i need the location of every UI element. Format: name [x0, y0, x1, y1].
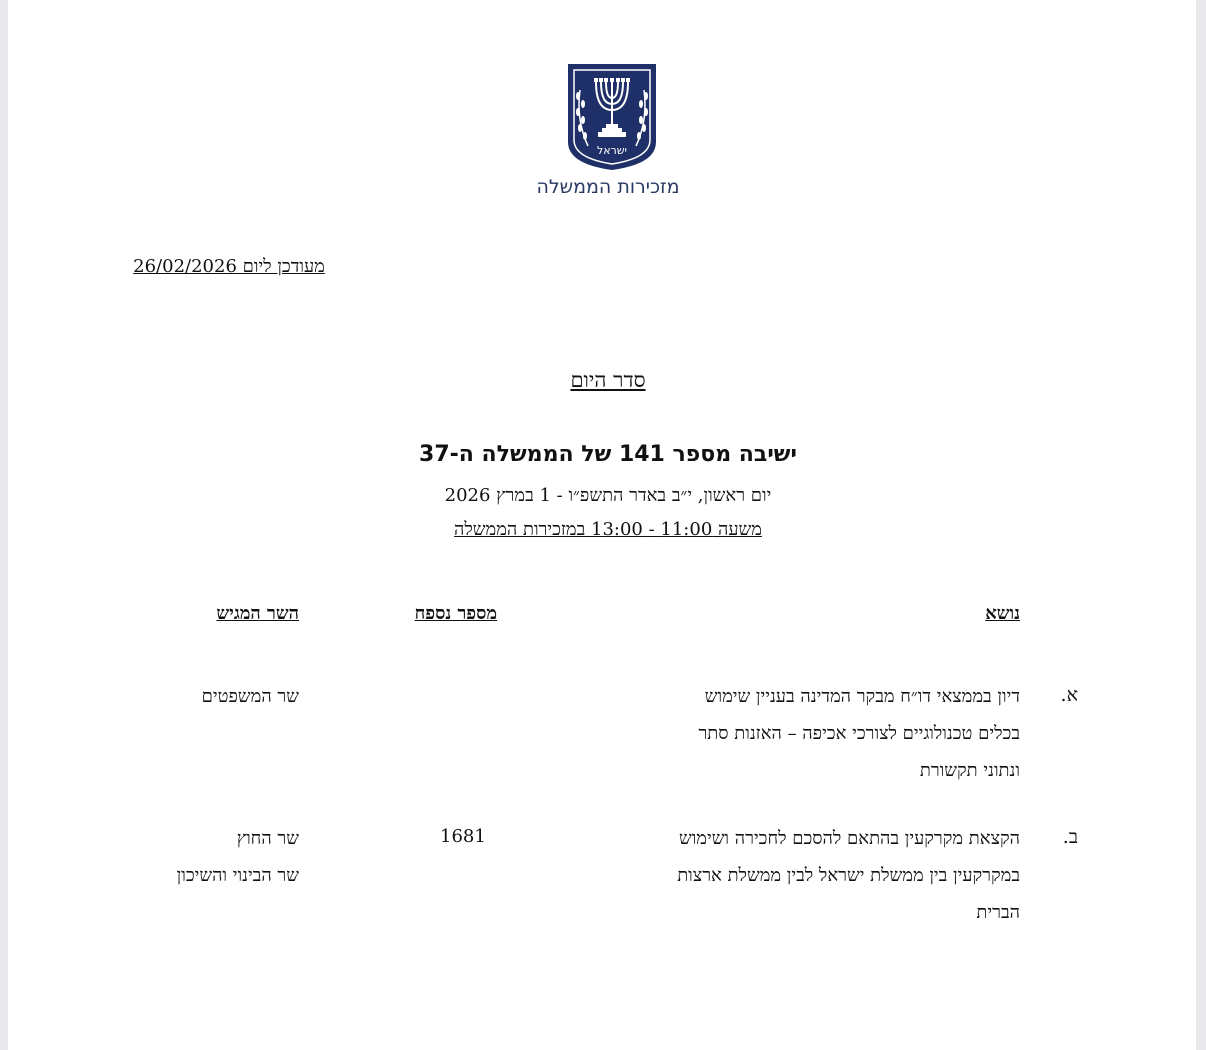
- subject-line: הברית: [976, 902, 1020, 923]
- subject-line: במקרקעין בין ממשלת ישראל לבין ממשלת ארצות: [677, 865, 1020, 886]
- item-subject: [580, 678, 1020, 789]
- document-page: [8, 0, 1196, 1050]
- column-header-appendix: מספר נספח: [414, 603, 497, 624]
- item-letter: א.: [1060, 684, 1078, 706]
- item-letter: ב.: [1062, 826, 1078, 848]
- column-header-minister: השר המגיש: [216, 603, 299, 624]
- minister-name: שר המשפטים: [201, 686, 299, 707]
- agenda-title: סדר היום: [570, 368, 646, 392]
- item-subject: [580, 820, 1020, 931]
- meeting-time: משעה 11:00 - 13:00 במזכירות הממשלה: [454, 519, 762, 540]
- updated-date: מעודכן ליום 26/02/2026: [133, 256, 325, 277]
- minister-name: שר הבינוי והשיכון: [176, 865, 299, 886]
- subject-line: דיון בממצאי דו״ח מבקר המדינה בעניין שימוש: [704, 686, 1020, 707]
- office-name: מזכירות הממשלה: [536, 176, 680, 198]
- subject-line: בכלים טכנולוגיים לצורכי אכיפה – האזנות סתר: [698, 723, 1020, 744]
- subject-line: ונתוני תקשורת: [919, 760, 1020, 781]
- meeting-title: ישיבה מספר 141 של הממשלה ה-37: [419, 442, 797, 467]
- svg-text:ישראל: ישראל: [596, 144, 628, 157]
- item-minister: [99, 678, 299, 715]
- column-header-subject: נושא: [985, 603, 1020, 624]
- item-minister: [99, 820, 299, 894]
- meeting-date: יום ראשון, י״ב באדר התשפ״ו - 1 במרץ 2026: [444, 485, 772, 506]
- item-appendix-number: 1681: [440, 826, 486, 847]
- minister-name: שר החוץ: [236, 828, 299, 849]
- subject-line: הקצאת מקרקעין בהתאם להסכם לחכירה ושימוש: [678, 828, 1020, 849]
- state-of-israel-emblem-icon: [564, 60, 660, 172]
